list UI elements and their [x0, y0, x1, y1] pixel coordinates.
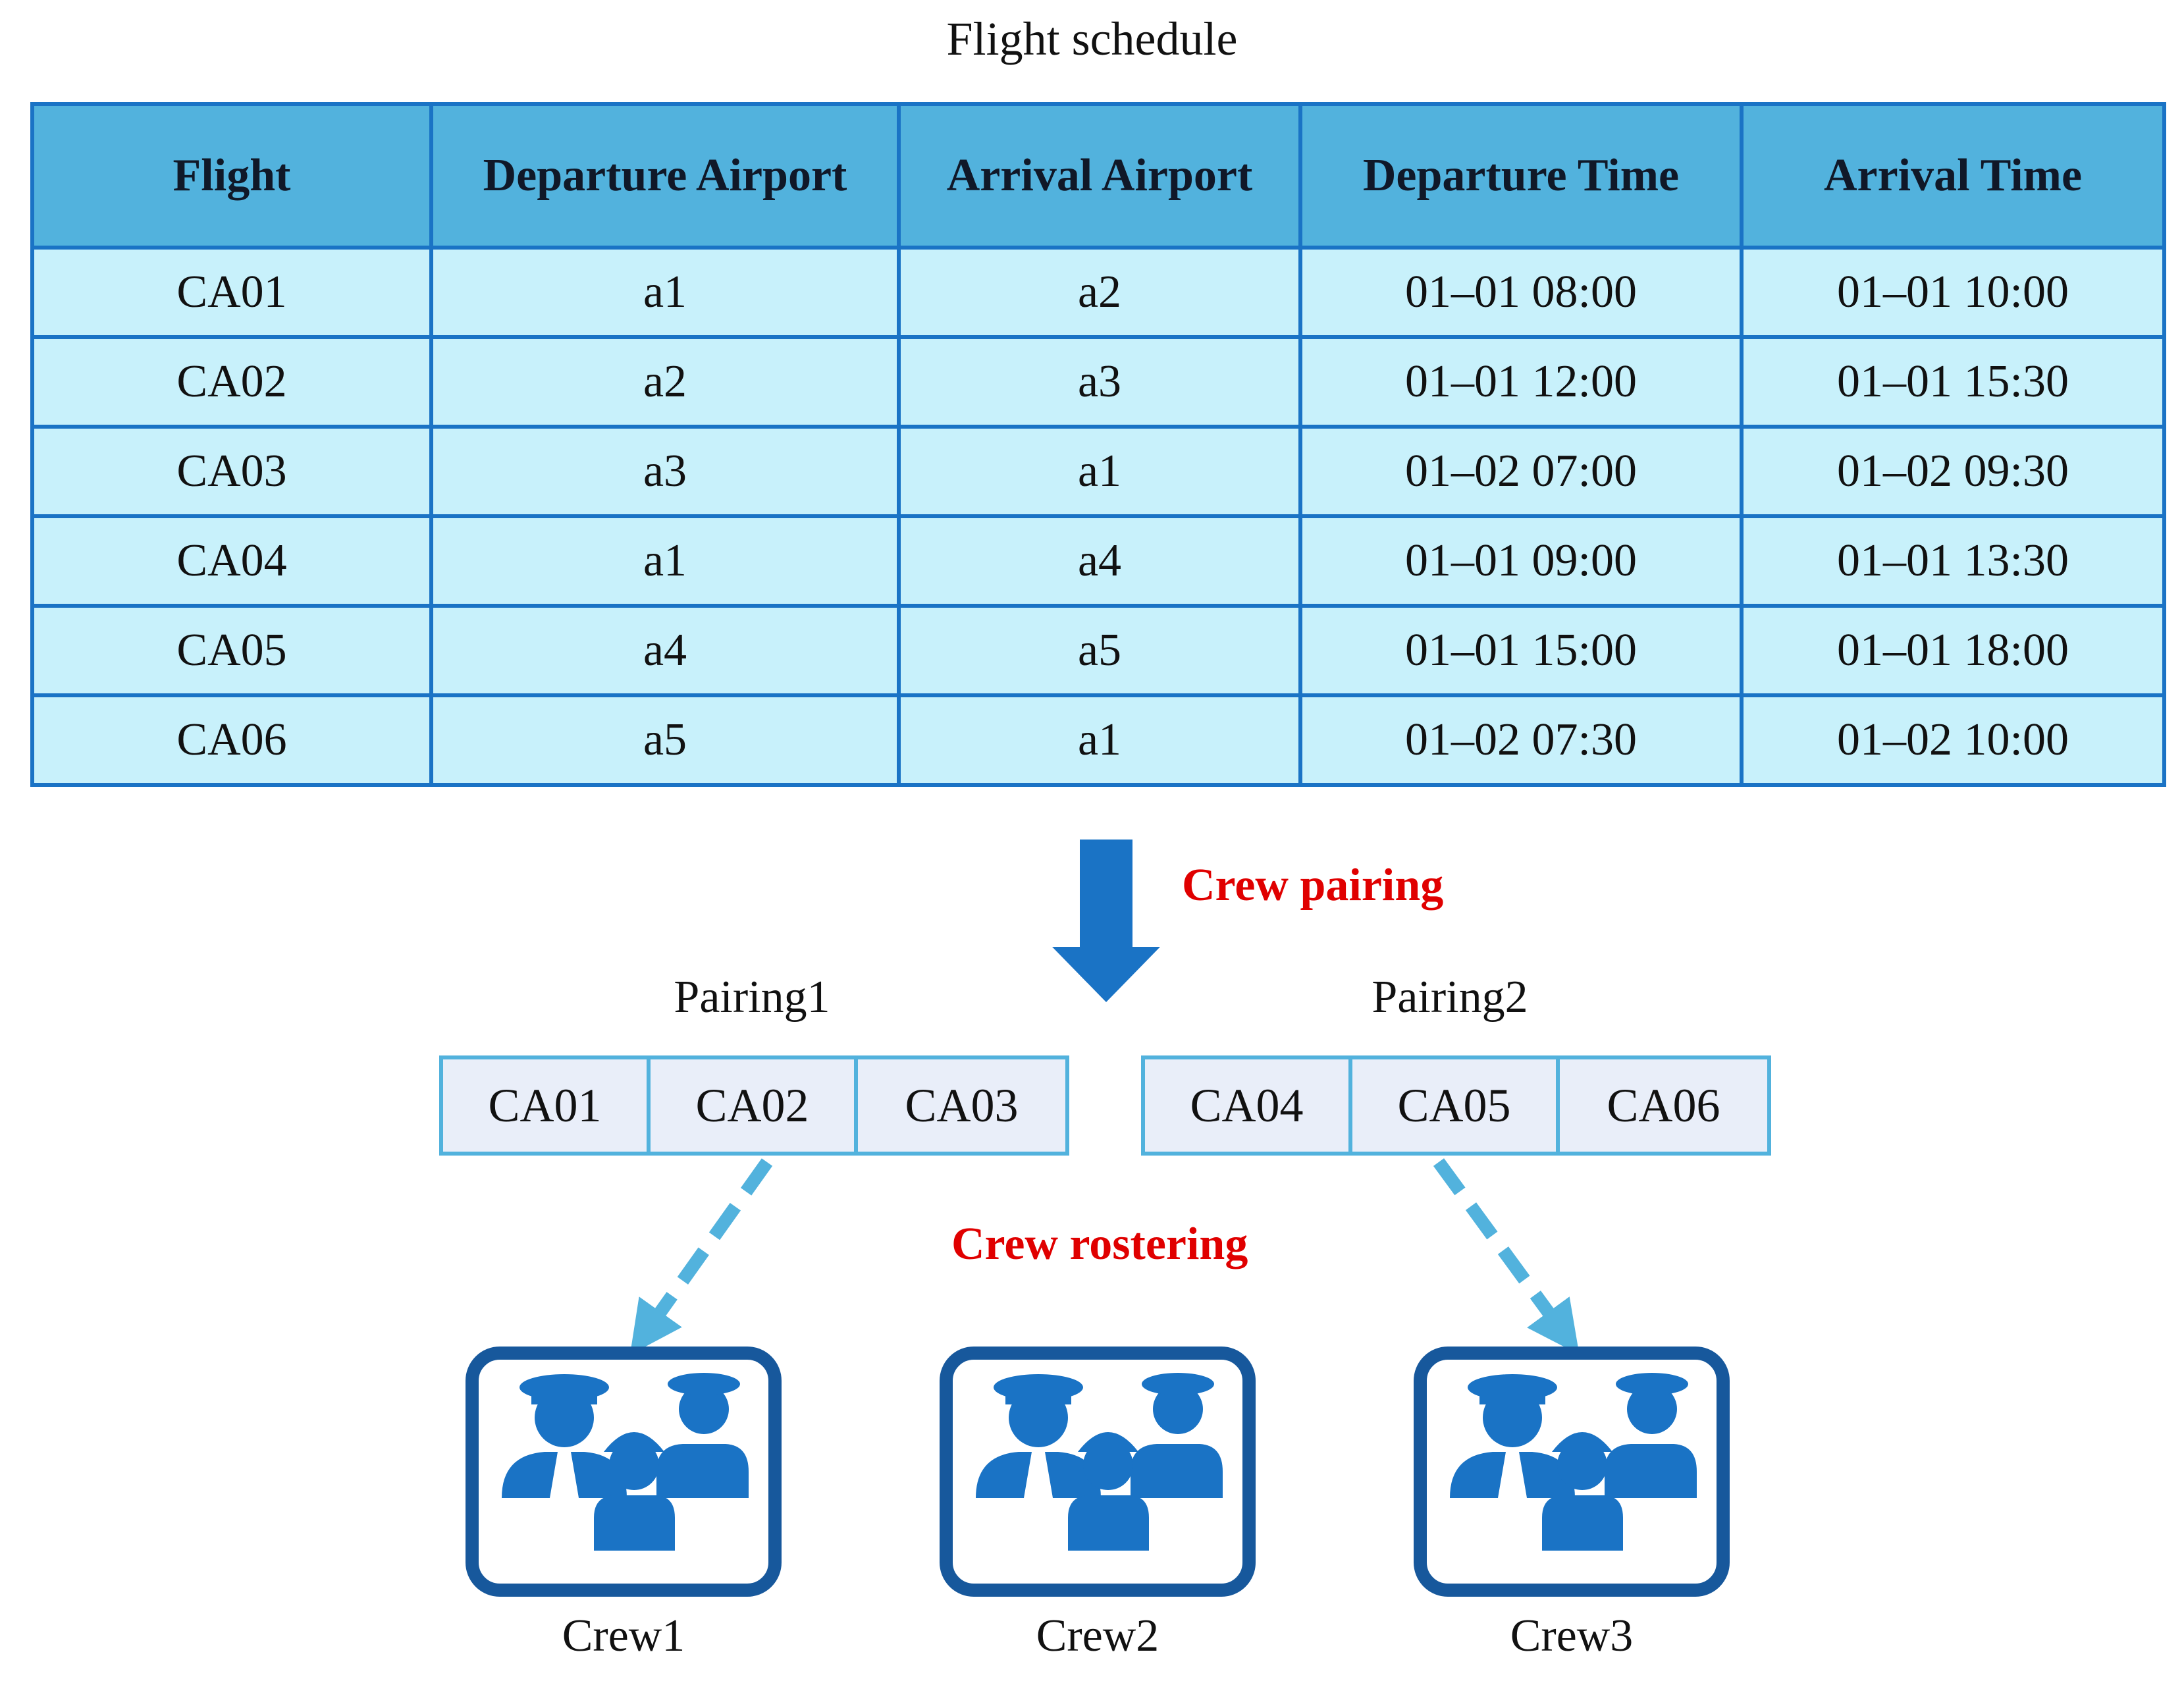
cell-departure-airport: a3 — [431, 427, 899, 516]
pairing-flight-cell: CA04 — [1145, 1059, 1352, 1152]
header-arrival-airport: Arrival Airport — [899, 104, 1300, 248]
crew-pairing-label: Crew pairing — [1182, 860, 1444, 911]
crew1-card — [466, 1347, 782, 1597]
header-departure-airport: Departure Airport — [431, 104, 899, 248]
cell-departure-time: 01–01 08:00 — [1300, 248, 1742, 337]
pairing1-box — [439, 1055, 1069, 1156]
pairing-flight-cell: CA06 — [1560, 1059, 1767, 1152]
cell-arrival-time: 01–02 10:00 — [1742, 695, 2164, 785]
cell-arrival-time: 01–01 18:00 — [1742, 606, 2164, 695]
cell-arrival-time: 01–01 13:30 — [1742, 516, 2164, 606]
crew3-label: Crew3 — [1510, 1611, 1634, 1661]
cell-flight: CA03 — [32, 427, 431, 516]
cell-departure-time: 01–01 09:00 — [1300, 516, 1742, 606]
cell-flight: CA04 — [32, 516, 431, 606]
pairing-flight-cell: CA05 — [1352, 1059, 1560, 1152]
crew1-label: Crew1 — [562, 1611, 685, 1661]
cell-flight: CA06 — [32, 695, 431, 785]
diagram-title: Flight schedule — [946, 13, 1238, 65]
pairing-flight-cell: CA02 — [651, 1059, 858, 1152]
cell-flight: CA01 — [32, 248, 431, 337]
cell-flight: CA02 — [32, 337, 431, 427]
dashed-arrow-pairing2-to-crew3 — [1439, 1162, 1564, 1333]
crew2-card — [940, 1347, 1256, 1597]
cell-departure-airport: a5 — [431, 695, 899, 785]
crew-group-icon — [466, 1347, 782, 1597]
cell-arrival-airport: a3 — [899, 337, 1300, 427]
pairing2-title: Pairing2 — [1372, 972, 1528, 1023]
header-arrival-time: Arrival Time — [1742, 104, 2164, 248]
header-flight: Flight — [32, 104, 431, 248]
down-arrow-icon — [1052, 840, 1160, 1002]
cell-arrival-time: 01–01 10:00 — [1742, 248, 2164, 337]
pairing-flight-cell: CA03 — [858, 1059, 1065, 1152]
crew3-card — [1414, 1347, 1730, 1597]
cell-departure-airport: a1 — [431, 248, 899, 337]
cell-departure-airport: a4 — [431, 606, 899, 695]
cell-arrival-airport: a1 — [899, 427, 1300, 516]
cell-departure-time: 01–02 07:00 — [1300, 427, 1742, 516]
pairing1-title: Pairing1 — [674, 972, 830, 1023]
cell-arrival-airport: a1 — [899, 695, 1300, 785]
crew-group-icon — [1414, 1347, 1730, 1597]
pairing-flight-cell: CA01 — [443, 1059, 651, 1152]
cell-arrival-airport: a5 — [899, 606, 1300, 695]
dashed-arrow-pairing1-to-crew1 — [645, 1162, 767, 1333]
crew2-label: Crew2 — [1036, 1611, 1159, 1661]
header-departure-time: Departure Time — [1300, 104, 1742, 248]
cell-departure-time: 01–01 12:00 — [1300, 337, 1742, 427]
cell-arrival-time: 01–01 15:30 — [1742, 337, 2164, 427]
pairing2-box — [1141, 1055, 1771, 1156]
cell-departure-time: 01–02 07:30 — [1300, 695, 1742, 785]
cell-arrival-airport: a2 — [899, 248, 1300, 337]
cell-arrival-time: 01–02 09:30 — [1742, 427, 2164, 516]
cell-departure-time: 01–01 15:00 — [1300, 606, 1742, 695]
cell-flight: CA05 — [32, 606, 431, 695]
cell-arrival-airport: a4 — [899, 516, 1300, 606]
crew-rostering-label: Crew rostering — [951, 1219, 1248, 1269]
crew-group-icon — [940, 1347, 1256, 1597]
cell-departure-airport: a1 — [431, 516, 899, 606]
cell-departure-airport: a2 — [431, 337, 899, 427]
